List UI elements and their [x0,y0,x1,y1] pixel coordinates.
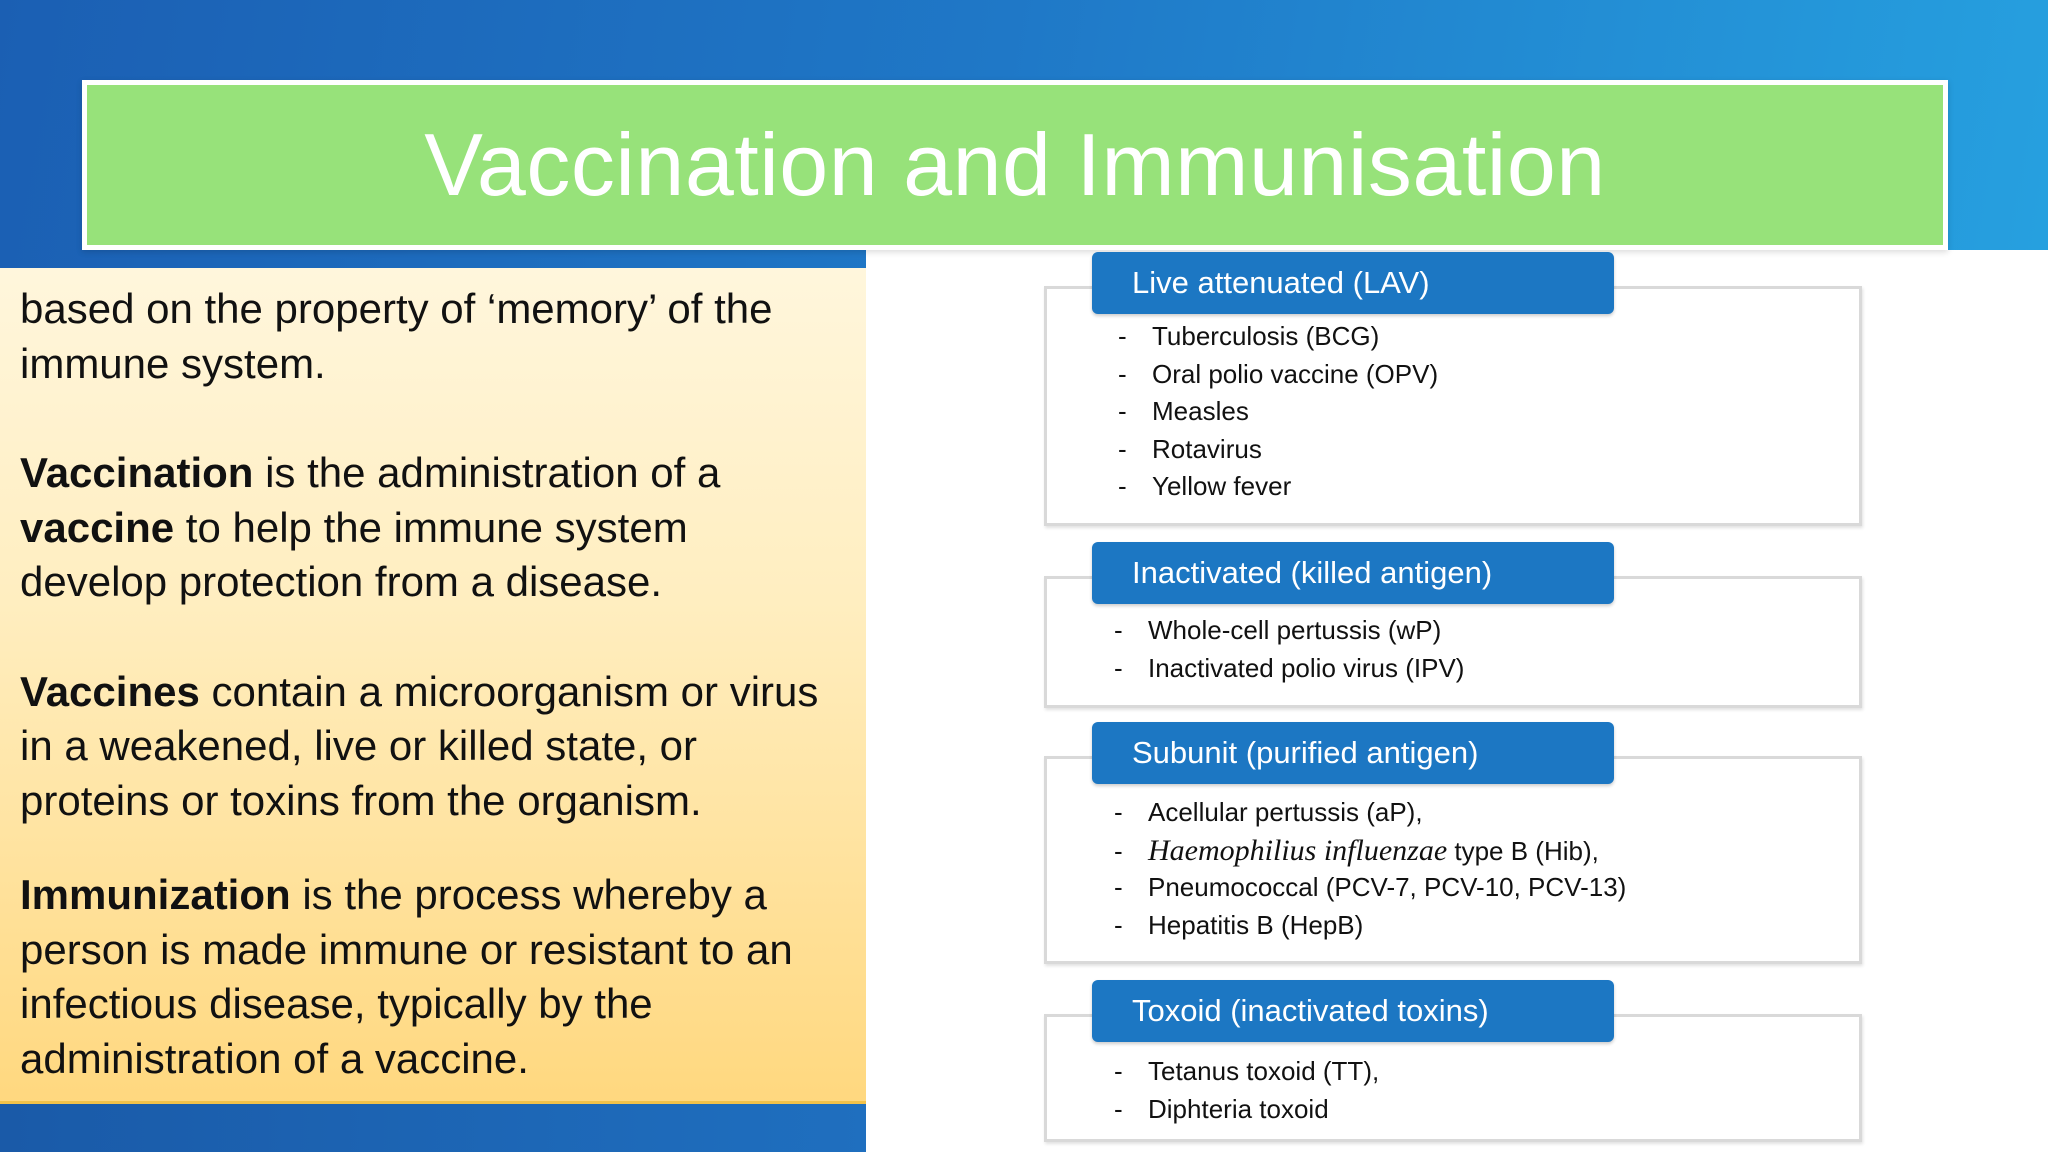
immunization-term: Immunization [20,871,291,918]
group-header: Live attenuated (LAV) [1092,252,1614,314]
vaccine-list [1114,612,1464,687]
list-item: - Acellular pertussis (aP), [1114,797,1423,827]
list-item: - Whole-cell pertussis (wP) [1114,615,1442,645]
memory-paragraph: based on the property of ‘memory’ of the immune system. [20,285,773,387]
definitions-text-box [0,268,866,1104]
group-header: Inactivated (killed antigen) [1092,542,1614,604]
vaccines-paragraph: Vaccines contain a microorganism or virus in a weakened, live or killed state, or proteins or toxins from the organism. [20,667,819,824]
vaccine-group-toxoid [1044,980,1864,1144]
group-header: Toxoid (inactivated toxins) [1092,980,1614,1042]
vaccination-paragraph: Vaccination is the administration of a vaccine to help the immune system develop protection from a disease. [20,449,721,605]
vaccine-list [1114,1053,1379,1128]
vaccine-group-subunit [1044,722,1864,968]
immunization-paragraph: Immunization is the process whereby a person is made immune or resistant to an infectious disease, typically by the administration of a vaccine. [20,871,793,1082]
list-item: - Oral polio vaccine (OPV) [1118,358,1439,389]
list-item: - Hepatitis B (HepB) [1114,909,1364,940]
vaccine-group-live-attenuated [1044,252,1864,532]
list-item: - Haemophilius influenzae type B (Hib), [1114,833,1599,867]
vaccine-group-inactivated [1044,542,1864,712]
slide-title: Vaccination and Immunisation [424,115,1606,214]
list-item: - Yellow fever [1118,471,1292,501]
list-item: - Pneumococcal (PCV-7, PCV-10, PCV-13) [1114,872,1627,902]
vaccination-term: Vaccination [20,449,254,496]
list-item: - Tuberculosis (BCG) [1118,321,1380,351]
vaccine-list [1114,794,1626,944]
slide-background-bottom [0,1104,866,1152]
list-item: - Rotavirus [1118,433,1262,464]
vaccine-term: vaccine [20,503,175,551]
group-header: Subunit (purified antigen) [1092,722,1614,784]
vaccine-list [1118,318,1438,506]
vaccines-term: Vaccines [20,667,200,715]
list-item: - Tetanus toxoid (TT), [1114,1056,1380,1086]
title-banner [82,80,1948,250]
list-item: - Measles [1118,396,1249,426]
list-item: - Diphteria toxoid [1114,1093,1329,1124]
list-item: - Inactivated polio virus (IPV) [1114,652,1465,683]
